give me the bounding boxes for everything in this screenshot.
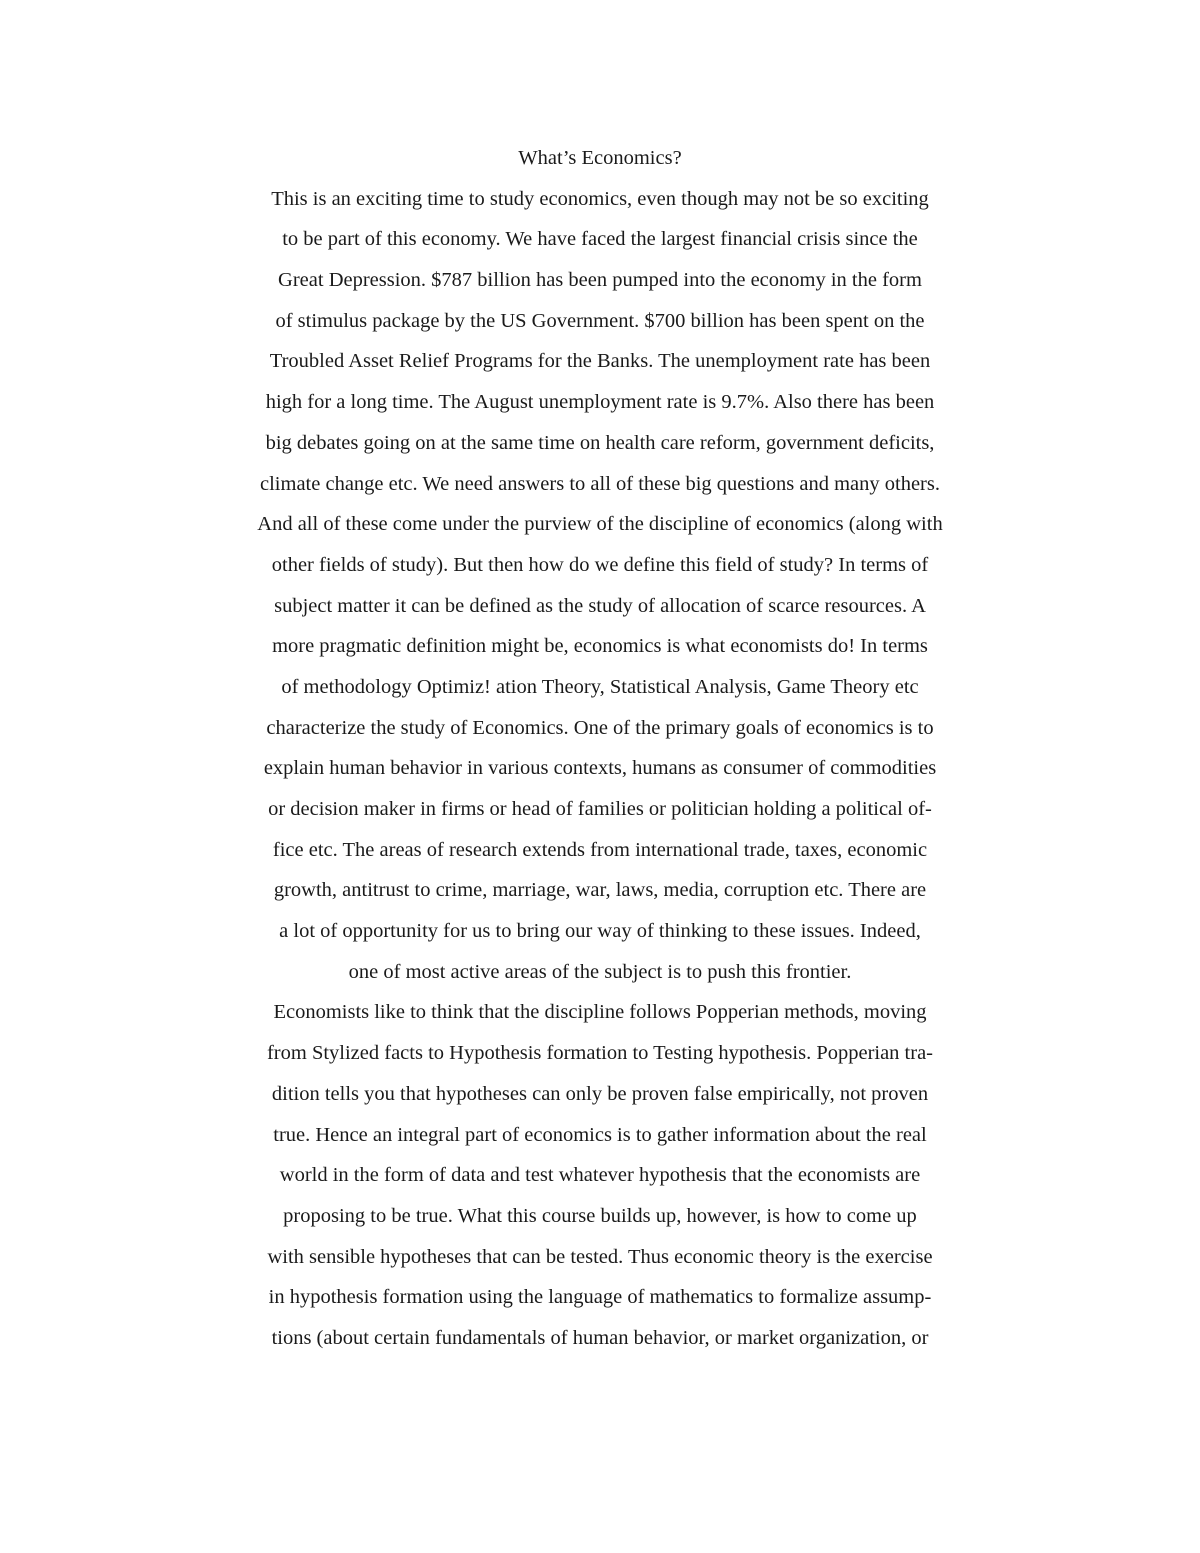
text-line: of stimulus package by the US Government. $700 billion has been spent on the: [275, 309, 925, 332]
document-body: [150, 138, 1050, 1359]
page-title: What’s Economics?: [518, 147, 682, 169]
text-line: high for a long time. The August unemployment rate is 9.7%. Also there has been: [265, 391, 935, 414]
text-line: And all of these come under the purview of the discipline of economics (along with: [257, 513, 943, 536]
text-line: This is an exciting time to study economics, even though may not be so exciting: [271, 187, 929, 210]
text-line: a lot of opportunity for us to bring our way of thinking to these issues. Indeed,: [279, 920, 921, 943]
text-line: Economists like to think that the discipline follows Popperian methods, moving: [273, 1001, 927, 1024]
text-line: tions (about certain fundamentals of human behavior, or market organization, or: [271, 1326, 929, 1349]
text-line: Great Depression. $787 billion has been pumped into the economy in the form: [278, 269, 922, 292]
text-line: Troubled Asset Relief Programs for the Banks. The unemployment rate has been: [269, 350, 931, 373]
text-line: from Stylized facts to Hypothesis formation to Testing hypothesis. Popperian tra-: [266, 1042, 934, 1065]
text-line: other fields of study). But then how do we define this field of study? In terms of: [271, 553, 929, 576]
text-line: subject matter it can be defined as the study of allocation of scarce resources. A: [274, 594, 926, 617]
text-line: with sensible hypotheses that can be tested. Thus economic theory is the exercise: [267, 1245, 933, 1268]
text-line: or decision maker in firms or head of families or politician holding a political of-: [268, 798, 932, 820]
text-line: of methodology Optimiz! ation Theory, Statistical Analysis, Game Theory etc: [281, 675, 919, 698]
text-line: to be part of this economy. We have faced the largest financial crisis since the: [282, 228, 918, 251]
text-line: proposing to be true. What this course builds up, however, is how to come up: [283, 1204, 917, 1227]
text-line: growth, antitrust to crime, marriage, war, laws, media, corruption etc. There are: [273, 879, 927, 902]
text-line: world in the form of data and test whatever hypothesis that the economists are: [279, 1164, 921, 1187]
text-line: one of most active areas of the subject is to push this frontier.: [348, 960, 852, 983]
text-line: fice etc. The areas of research extends from international trade, taxes, economic: [272, 838, 928, 861]
text-line: climate change etc. We need answers to all of these big questions and many others.: [260, 472, 940, 495]
text-line: characterize the study of Economics. One of the primary goals of economics is to: [266, 716, 934, 739]
text-line: in hypothesis formation using the language of mathematics to formalize assump-: [268, 1286, 932, 1309]
text-line: big debates going on at the same time on health care reform, government deficits,: [265, 431, 935, 454]
text-line: true. Hence an integral part of economics is to gather information about the real: [273, 1123, 927, 1146]
text-line: more pragmatic definition might be, economics is what economists do! In terms: [272, 635, 928, 658]
text-line: explain human behavior in various contexts, humans as consumer of commodities: [263, 757, 937, 780]
text-line: dition tells you that hypotheses can only be proven false empirically, not proven: [271, 1082, 929, 1105]
